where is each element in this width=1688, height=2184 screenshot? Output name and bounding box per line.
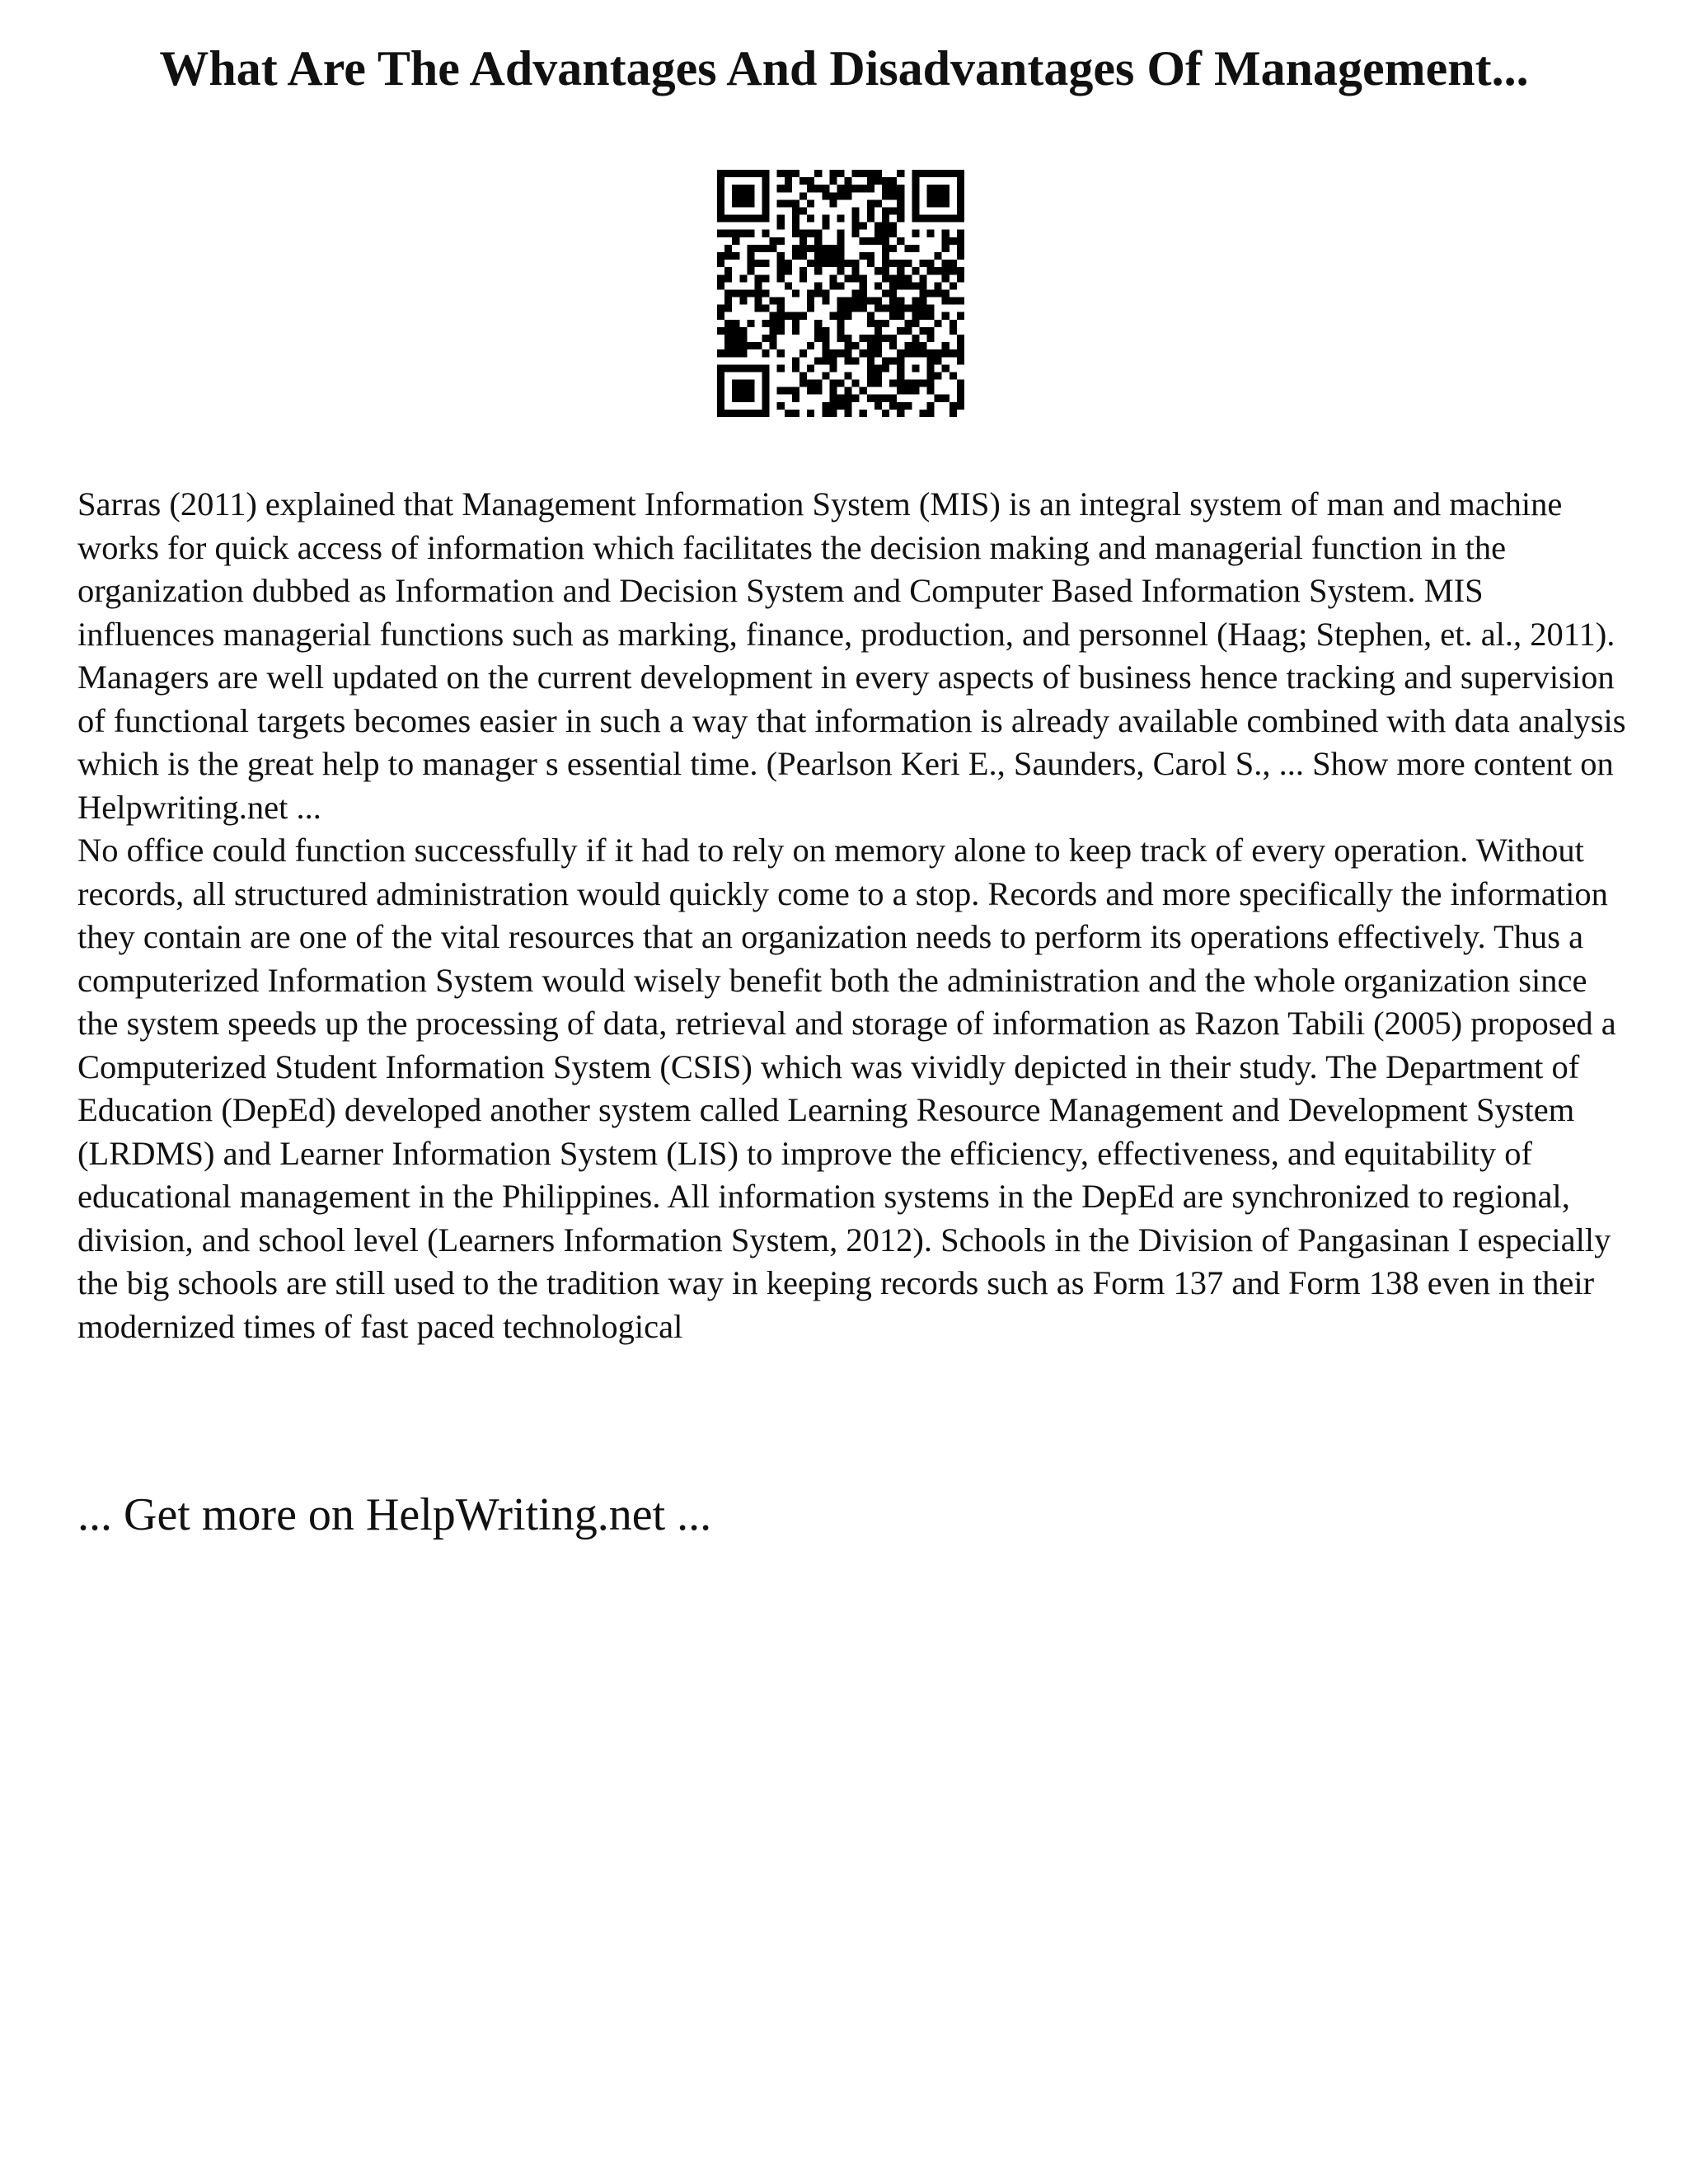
paragraph-2: No office could function successfully if it had to rely on memory alone to keep track of every operation. Without records, all structured administration would quickly come to a stop. Records and more specifically the information they contain are one of the vital resources that an organization needs to perform its operations effectively. Thus a computerized Information System would wisely benefit both the administration and the whole organization since the system speeds up the processing of data, retrieval and storage of information as Razon Tabili (2005) proposed a Computerized Student Information System (CSIS) which was vividly depicted in their study. The Department of Education (DepEd) developed another system called Learning Resource Management and Development System (LRDMS) and Learner Information System (LIS) to improve the efficiency, effectiveness, and equitability of educational management in the Philippines. All information systems in the DepEd are synchronized to regional, division, and school level (Learners Information System, 2012). Schools in the Division of Pangasinan I especially the big schools are still used to the tradition way in keeping records such as Form 137 and Form 138 even in their modernized times of fast paced technological	[77, 832, 1616, 1345]
get-more-link[interactable]: ... Get more on HelpWriting.net ...	[77, 1489, 712, 1540]
page-title: What Are The Advantages And Disadvantages Of Management...	[159, 41, 1529, 96]
paragraph-1: Sarras (2011) explained that Management Information System (MIS) is an integral system of man and machine works for quick access of information which facilitates the decision making and managerial function in the organization dubbed as Information and Decision System and Computer Based Information System. MIS influences managerial functions such as marking, finance, production, and personnel (Haag; Stephen, et. al., 2011). Managers are well updated on the current development in every aspects of business hence tracking and supervision of functional targets becomes easier in such a way that information is already available combined with data analysis which is the great help to manager s essential time. (Pearlson Keri E., Saunders, Carol S., ... Show more content on Helpwriting.net ...	[77, 485, 1626, 826]
article-body	[77, 483, 1627, 1348]
qr-code-icon	[717, 170, 964, 417]
